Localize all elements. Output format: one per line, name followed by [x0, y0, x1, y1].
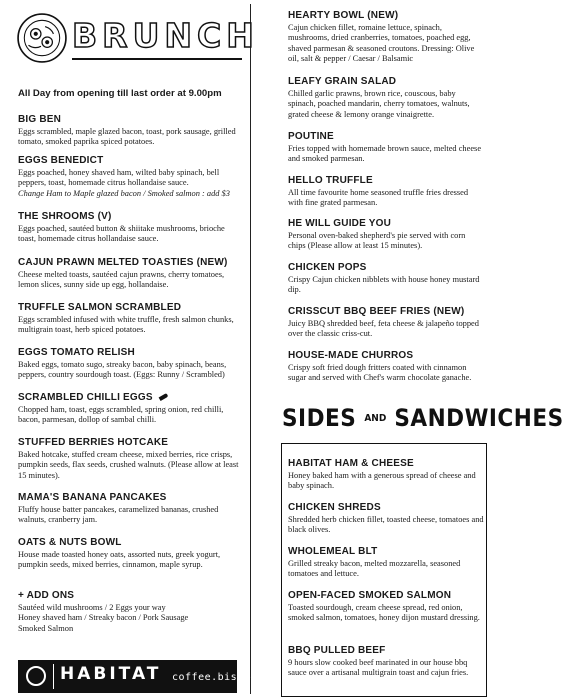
item-desc: Cheese melted toasts, sautéed cajun prawns, cherry tomatoes, lemon slices, sunny side up egg, hollandaise.	[18, 270, 225, 290]
item-desc: Grilled streaky bacon, melted mozzarella, seasoned tomatoes and lettuce.	[288, 559, 461, 579]
item-extra: Change Ham to Maple glazed bacon / Smoked salmon : add $3	[18, 188, 230, 198]
item-title: STUFFED BERRIES HOTCAKE	[18, 437, 169, 448]
item-title: OATS & NUTS BOWL	[18, 537, 122, 548]
item-title: HEARTY BOWL (NEW)	[288, 10, 399, 21]
menu-item	[18, 155, 243, 199]
item-desc: Eggs poached, sautéed button & shiitake mushrooms, brioche toast, homemade citrus hollandaise sauce.	[18, 224, 225, 244]
sides-heading-and: AND	[364, 413, 387, 424]
menu-item	[288, 218, 484, 252]
menu-item	[18, 257, 243, 291]
coffee-cup-icon	[26, 666, 46, 686]
brunch-rule	[72, 58, 242, 60]
menu-item	[18, 302, 243, 336]
sides-item	[288, 458, 484, 492]
item-title: TRUFFLE SALMON SCRAMBLED	[18, 302, 182, 313]
item-desc: Honey baked ham with a generous spread of cheese and baby spinach.	[288, 471, 476, 491]
menu-item	[288, 306, 484, 340]
menu-item	[18, 537, 243, 571]
item-title: HELLO TRUFFLE	[288, 175, 373, 186]
item-desc: Sautéed wild mushrooms / 2 Eggs your way Honey shaved ham / Streaky bacon / Pork Sausage Smoked Salmon	[18, 603, 189, 633]
item-title: EGGS BENEDICT	[18, 155, 104, 166]
menu-item	[288, 10, 484, 64]
brand-name: HABITAT	[60, 664, 162, 684]
brand-sub: coffee.bistro	[172, 672, 257, 683]
menu-item	[18, 211, 243, 245]
column-divider	[250, 4, 251, 694]
menu-item	[18, 590, 243, 634]
item-title: POUTINE	[288, 131, 334, 142]
item-title: + ADD ONS	[18, 590, 75, 601]
item-title: WHOLEMEAL BLT	[288, 546, 378, 557]
sides-item	[288, 502, 484, 536]
item-title	[18, 392, 243, 404]
menu-item	[288, 76, 484, 120]
item-desc: Chilled garlic prawns, brown rice, couscous, baby spinach, poached mandarin, cherry tomatoes, walnuts, grated cheese & lemony orange vinaigrette.	[288, 89, 470, 119]
item-title: CHICKEN POPS	[288, 262, 367, 273]
sides-heading-left: SIDES	[282, 404, 357, 432]
chilli-icon	[158, 393, 168, 401]
item-title: THE SHROOMS (V)	[18, 211, 112, 222]
item-desc: Juicy BBQ shredded beef, feta cheese & jalapeño topped over the classic criss-cut.	[288, 319, 479, 339]
item-desc: Baked eggs, tomato sugo, streaky bacon, baby spinach, beans, peppers, country sourdough toast. (Eggs: Runny / Scrambled)	[18, 360, 227, 380]
menu-item	[18, 437, 243, 481]
sides-item	[288, 645, 484, 679]
sides-heading-right: SANDWICHES	[394, 404, 564, 432]
item-title: CAJUN PRAWN MELTED TOASTIES (NEW)	[18, 257, 228, 268]
item-desc: Cajun chicken fillet, romaine lettuce, spinach, mushrooms, dried cranberries, tomatoes, poached egg, shaved parmesan & seasoned croutons. Dressing: Olive oil, salt & pepper / Caesar / Balsamic	[288, 23, 475, 63]
item-desc: House made toasted honey oats, assorted nuts, greek yogurt, pumpkin seeds, mixed berries, cinnamon, maple syrup.	[18, 550, 221, 570]
item-desc: Chopped ham, toast, eggs scrambled, spring onion, red chilli, bacon, parmesan, dollop of sambal chilli.	[18, 405, 224, 425]
habitat-logo	[18, 660, 257, 693]
brunch-title: BRUNCH	[72, 16, 259, 55]
item-desc: Baked hotcake, stuffed cream cheese, mixed berries, rice crisps, pumpkin seeds, flax seeds, crushed walnuts. (Please allow at least 15 minutes).	[18, 450, 239, 480]
item-title: LEAFY GRAIN SALAD	[288, 76, 397, 87]
menu-item	[18, 347, 243, 381]
menu-item	[288, 262, 484, 296]
sides-item	[288, 546, 484, 580]
item-title-text: SCRAMBLED CHILLI EGGS	[18, 392, 153, 403]
brunch-header	[10, 8, 259, 70]
menu-item	[288, 350, 484, 384]
item-desc: Eggs poached, honey shaved ham, wilted baby spinach, bell peppers, toast, homemade citrus hollandaise sauce.	[18, 168, 220, 188]
item-title: BIG BEN	[18, 114, 62, 125]
item-desc: Fries topped with homemade brown sauce, melted cheese and smoked parmesan.	[288, 144, 482, 164]
item-title: HOUSE-MADE CHURROS	[288, 350, 414, 361]
item-title: OPEN-FACED SMOKED SALMON	[288, 590, 452, 601]
sides-item	[288, 590, 484, 624]
plate-icon	[16, 12, 68, 64]
item-title: HE WILL GUIDE YOU	[288, 218, 392, 229]
item-desc: Personal oven-baked shepherd's pie served with corn chips (Please allow at least 15 minutes).	[288, 231, 466, 251]
menu-item	[18, 114, 243, 148]
item-desc: Fluffy house batter pancakes, caramelized bananas, crushed walnuts, cranberry jam.	[18, 505, 219, 525]
brunch-subtitle: All Day from opening till last order at 9.00pm	[18, 88, 222, 99]
item-title: CHICKEN SHREDS	[288, 502, 381, 513]
item-title: BBQ PULLED BEEF	[288, 645, 386, 656]
item-desc: Shredded herb chicken fillet, toasted cheese, tomatoes and black olives.	[288, 515, 484, 535]
item-desc: Eggs scrambled, maple glazed bacon, toast, pork sausage, grilled tomato, smoked paprika spiced potatoes.	[18, 127, 236, 147]
item-title: HABITAT HAM & CHEESE	[288, 458, 414, 469]
item-title: CRISSCUT BBQ BEEF FRIES (NEW)	[288, 306, 465, 317]
item-title: MAMA'S BANANA PANCAKES	[18, 492, 167, 503]
item-desc: Crispy soft fried dough fritters coated with cinnamon sugar and served with Chef's warm chocolate ganache.	[288, 363, 472, 383]
menu-item	[18, 392, 243, 426]
menu-item	[288, 175, 484, 209]
item-desc: Eggs scrambled infused with white truffle, fresh salmon chunks, multigrain toast, herb spiced potatoes.	[18, 315, 234, 335]
menu-item	[18, 492, 243, 526]
item-desc: 9 hours slow cooked beef marinated in our house bbq sauce over a artisanal multigrain toast and cajun fries.	[288, 658, 469, 678]
item-desc: All time favourite home seasoned truffle fries dressed with fine grated parmesan.	[288, 188, 469, 208]
item-desc: Toasted sourdough, cream cheese spread, red onion, smoked salmon, tomatoes, honey dijon mustard dressing.	[288, 603, 480, 623]
sides-heading	[282, 403, 564, 434]
logo-separator	[53, 664, 54, 689]
menu-item	[288, 131, 484, 165]
item-title: EGGS TOMATO RELISH	[18, 347, 135, 358]
item-desc: Crispy Cajun chicken nibblets with house honey mustard dip.	[288, 275, 480, 295]
